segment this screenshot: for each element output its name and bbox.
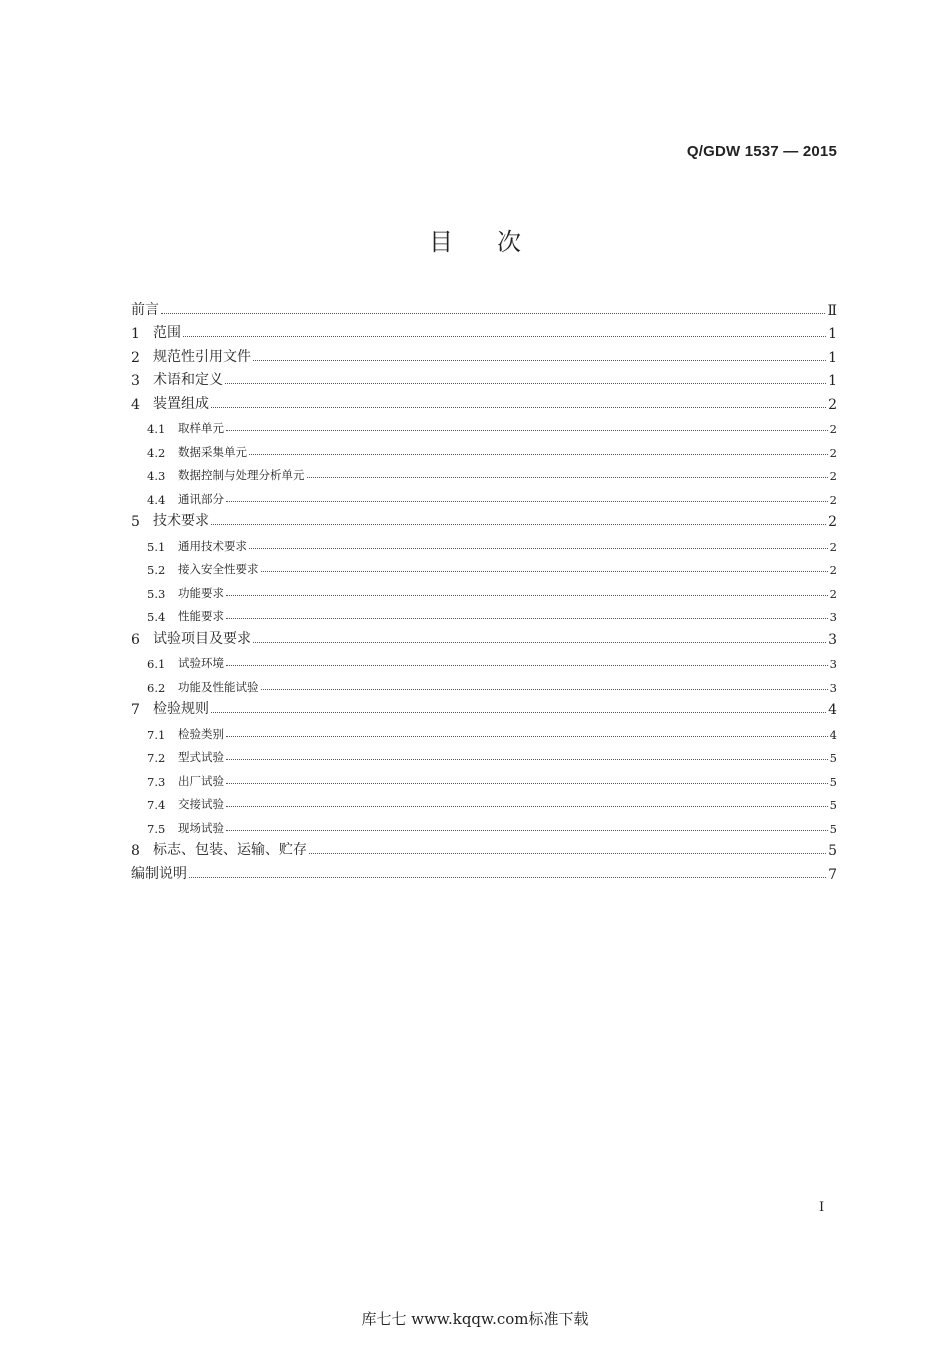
toc-entry-label: 前言: [131, 301, 159, 318]
toc-entry-label: 检验规则: [153, 701, 209, 717]
toc-entry[interactable]: [131, 295, 837, 319]
toc-entry-number: 4: [131, 396, 140, 413]
toc-entry-number: 7.4: [147, 798, 166, 812]
toc-entry-page: 2: [829, 539, 837, 554]
toc-entry-page: 2: [829, 422, 837, 436]
dot-leader: [183, 336, 826, 337]
toc-entry-page: 7: [828, 866, 837, 883]
toc-entry[interactable]: [131, 742, 837, 766]
toc-entry-number: 7.3: [147, 774, 166, 789]
toc-entry-page: 2: [829, 563, 837, 577]
toc-entry-number: 7.1: [147, 727, 166, 742]
toc-entry-page: 4: [829, 727, 837, 742]
toc-entry-label: 接入安全性要求: [178, 562, 259, 576]
toc-entry[interactable]: [131, 460, 837, 484]
toc-entry[interactable]: [131, 765, 837, 789]
toc-entry-number: 4.4: [147, 492, 166, 507]
toc-entry-page: 2: [828, 514, 837, 530]
toc-entry-page: 5: [829, 798, 837, 812]
toc-entry-label: 取样单元: [178, 421, 224, 435]
dot-leader: [211, 407, 826, 408]
toc-entry[interactable]: [131, 695, 837, 719]
toc-entry-label: 试验项目及要求: [153, 630, 251, 647]
toc-entry-number: 7: [131, 702, 140, 718]
toc-entry-page: 1: [828, 349, 837, 366]
toc-entry-page: 3: [829, 610, 837, 624]
toc-entry-page: 4: [828, 702, 837, 718]
toc-entry-label: 数据采集单元: [178, 444, 247, 459]
dot-leader: [253, 360, 826, 361]
dot-leader: [226, 595, 828, 596]
toc-entry-number: 6: [131, 631, 140, 648]
toc-entry[interactable]: [131, 507, 837, 531]
toc-entry[interactable]: [131, 554, 837, 578]
toc-entry-label: 试验环境: [178, 656, 224, 670]
toc-entry-label: 术语和定义: [153, 372, 223, 388]
toc-entry-page: 2: [829, 586, 837, 601]
toc-entry-page: 2: [829, 492, 837, 507]
toc-entry-number: 7.2: [147, 751, 166, 765]
toc-entry-number: 5: [131, 514, 140, 530]
toc-entry[interactable]: [131, 859, 837, 883]
toc-entry-page: 1: [828, 326, 837, 342]
dot-leader: [226, 501, 828, 502]
dot-leader: [189, 877, 826, 878]
dot-leader: [226, 430, 828, 431]
toc-entry[interactable]: [131, 812, 837, 836]
dot-leader: [261, 689, 828, 690]
document-code: Q/GDW 1537 — 2015: [686, 143, 837, 160]
toc-entry-label: 交接试验: [178, 797, 224, 811]
toc-entry-label: 检验类别: [178, 726, 224, 741]
dot-leader: [309, 853, 826, 854]
toc-entry-label: 功能及性能试验: [178, 679, 259, 694]
toc-entry-page: 2: [829, 445, 837, 460]
toc-entry-page: 5: [828, 843, 837, 859]
toc-entry-label: 出厂试验: [178, 773, 224, 788]
toc-entry-number: 5.4: [147, 610, 166, 624]
toc-entry-page: 3: [829, 680, 837, 695]
toc-entry[interactable]: [131, 530, 837, 554]
toc-entry-page: 5: [829, 774, 837, 789]
dot-leader: [226, 759, 828, 760]
table-of-contents: [131, 295, 837, 883]
toc-entry[interactable]: [131, 624, 837, 648]
toc-entry-label: 通用技术要求: [178, 538, 247, 553]
dot-leader: [226, 783, 828, 784]
toc-entry-label: 现场试验: [178, 820, 224, 835]
toc-entry[interactable]: [131, 671, 837, 695]
toc-entry-number: 8: [131, 843, 140, 859]
toc-entry-page: 1: [828, 373, 837, 389]
toc-entry[interactable]: [131, 342, 837, 366]
toc-entry-label: 范围: [153, 325, 181, 341]
toc-entry-label: 通讯部分: [178, 491, 224, 506]
toc-entry-label: 编制说明: [131, 865, 187, 882]
toc-entry[interactable]: [131, 836, 837, 860]
footer-watermark: 库七七 www.kqqw.com标准下载: [361, 1310, 589, 1328]
page-number: I: [819, 1200, 825, 1215]
toc-entry-label: 性能要求: [178, 609, 224, 623]
dot-leader: [226, 806, 828, 807]
toc-entry-number: 2: [131, 349, 140, 366]
toc-entry-number: 1: [131, 326, 140, 342]
toc-entry[interactable]: [131, 436, 837, 460]
dot-leader: [226, 736, 828, 737]
toc-entry[interactable]: [131, 319, 837, 343]
dot-leader: [211, 712, 826, 713]
dot-leader: [226, 830, 828, 831]
toc-entry-page: 5: [829, 821, 837, 836]
toc-entry[interactable]: [131, 789, 837, 813]
toc-entry-label: 标志、包装、运输、贮存: [153, 842, 307, 858]
toc-entry-number: 4.2: [147, 445, 166, 460]
toc-entry-number: 5.2: [147, 563, 166, 577]
toc-entry[interactable]: [131, 718, 837, 742]
toc-entry[interactable]: [131, 648, 837, 672]
toc-entry-number: 4.3: [147, 469, 166, 483]
dot-leader: [161, 313, 825, 314]
toc-entry-number: 5.3: [147, 586, 166, 601]
toc-entry-page: Ⅱ: [827, 302, 837, 319]
toc-entry-page: 2: [828, 396, 837, 413]
toc-entry-number: 7.5: [147, 821, 166, 836]
dot-leader: [253, 642, 826, 643]
toc-entry-label: 数据控制与处理分析单元: [178, 468, 305, 482]
toc-entry[interactable]: [131, 483, 837, 507]
toc-entry[interactable]: [131, 601, 837, 625]
toc-entry-number: 6.1: [147, 657, 166, 671]
dot-leader: [225, 383, 826, 384]
toc-entry-page: 5: [829, 751, 837, 765]
dot-leader: [307, 477, 828, 478]
toc-entry-label: 功能要求: [178, 585, 224, 600]
toc-entry-label: 技术要求: [153, 513, 209, 529]
toc-entry-number: 6.2: [147, 680, 166, 695]
toc-entry-number: 3: [131, 373, 140, 389]
toc-entry[interactable]: [131, 389, 837, 413]
toc-entry-label: 规范性引用文件: [153, 348, 251, 365]
dot-leader: [261, 571, 828, 572]
dot-leader: [249, 454, 828, 455]
dot-leader: [211, 524, 826, 525]
toc-entry-label: 型式试验: [178, 750, 224, 764]
dot-leader: [226, 618, 828, 619]
toc-entry[interactable]: [131, 366, 837, 390]
toc-entry[interactable]: [131, 577, 837, 601]
dot-leader: [226, 665, 828, 666]
toc-entry-page: 2: [829, 469, 837, 483]
toc-entry-label: 装置组成: [153, 395, 209, 412]
toc-entry-page: 3: [828, 631, 837, 648]
toc-entry-number: 4.1: [147, 422, 166, 436]
page-title: 目次: [429, 228, 565, 256]
toc-entry-number: 5.1: [147, 539, 166, 554]
toc-entry[interactable]: [131, 413, 837, 437]
dot-leader: [249, 548, 828, 549]
toc-entry-page: 3: [829, 657, 837, 671]
